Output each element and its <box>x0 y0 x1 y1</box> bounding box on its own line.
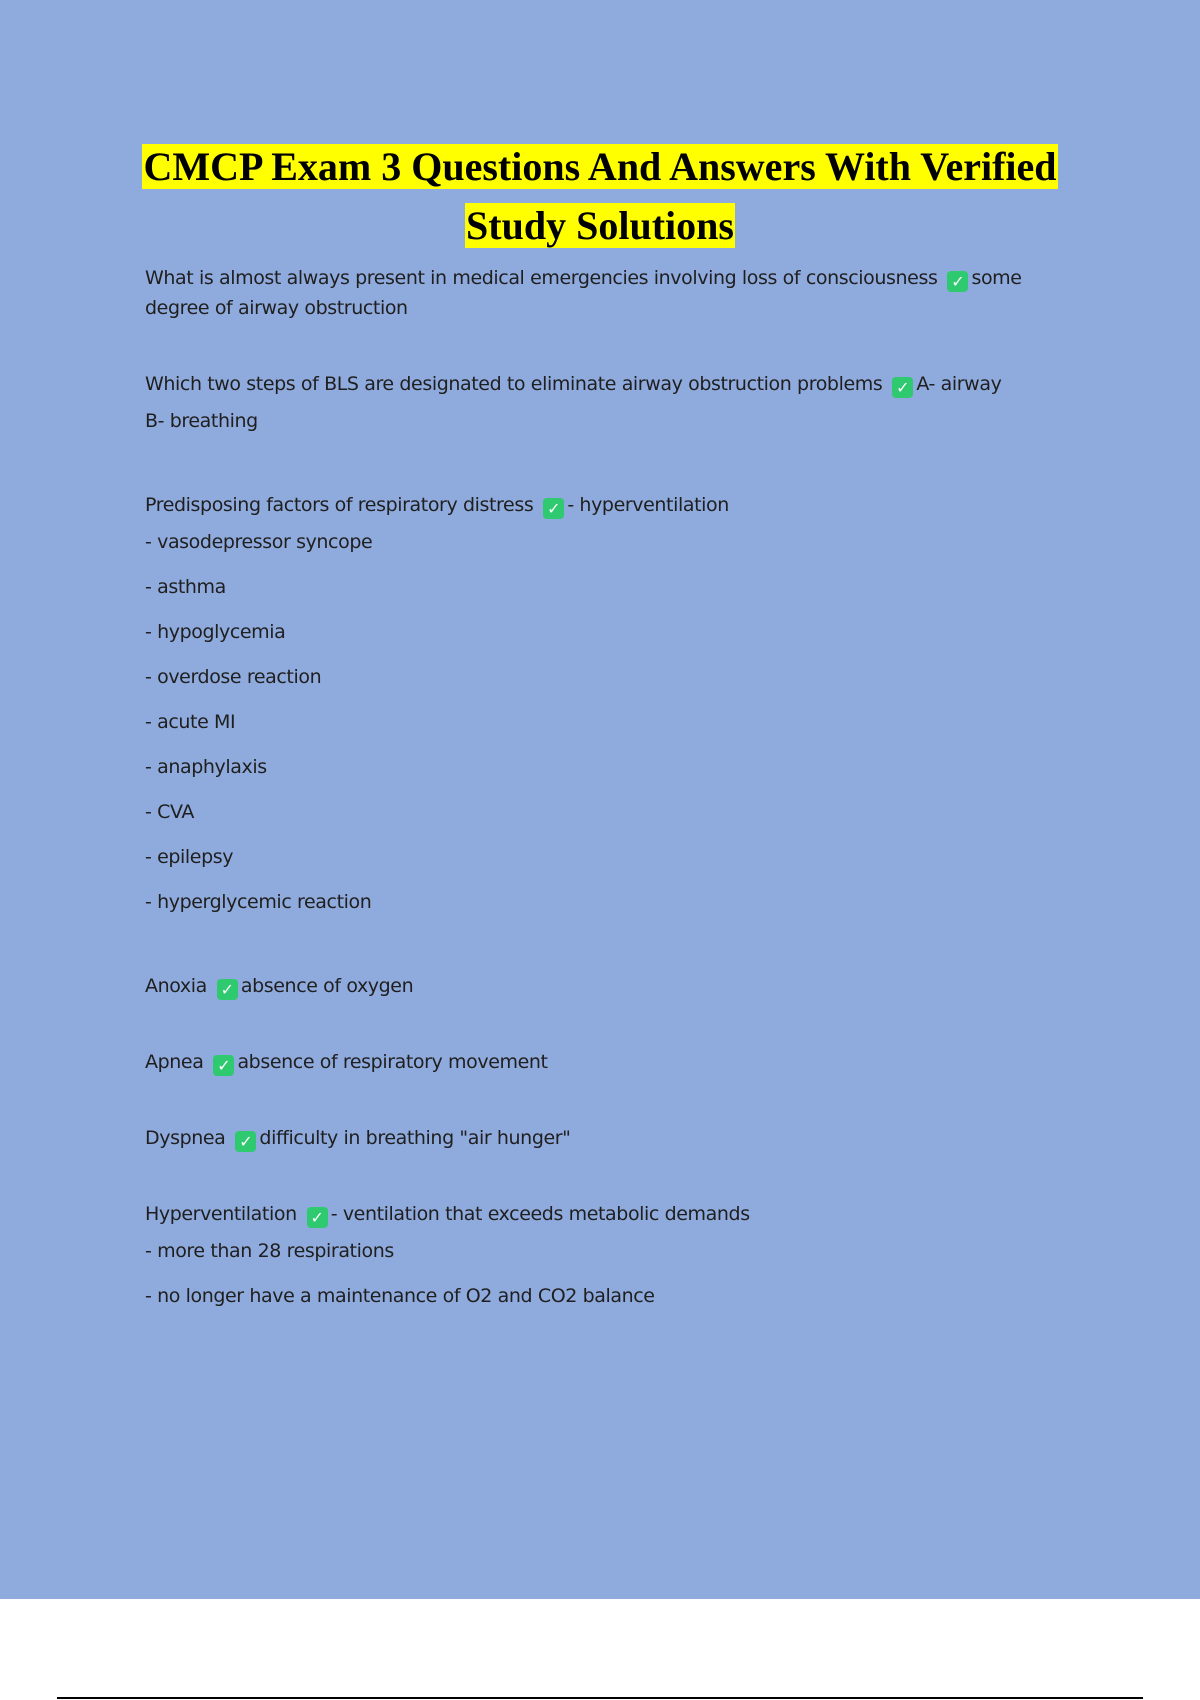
check-mark-icon: ✓ <box>892 377 913 398</box>
footer-divider <box>57 1697 1143 1699</box>
qa-gap <box>145 323 1075 369</box>
answer-continuation-line: - more than 28 respirations <box>145 1240 394 1262</box>
qa-item <box>145 263 1075 323</box>
answer-text: - ventilation that exceeds metabolic demands <box>330 1203 750 1225</box>
qa-item <box>145 1123 1075 1153</box>
answer-text: absence of respiratory movement <box>237 1051 548 1073</box>
answer-continuation-line: - CVA <box>145 801 194 823</box>
check-mark-icon: ✓ <box>947 271 968 292</box>
qa-question-line <box>145 490 1075 520</box>
check-mark-icon: ✓ <box>235 1131 256 1152</box>
qa-gap <box>145 925 1075 971</box>
question-text: Anoxia <box>145 975 207 997</box>
question-text: What is almost always present in medical emergencies involving loss of consciousness <box>145 267 938 289</box>
qa-question-line <box>145 971 1075 1001</box>
qa-gap <box>145 1077 1075 1123</box>
answer-continuation-line: - hypoglycemia <box>145 621 286 643</box>
qa-question-line <box>145 263 1075 323</box>
qa-gap <box>145 1001 1075 1047</box>
answer-text: absence of oxygen <box>240 975 414 997</box>
document-title: CMCP Exam 3 Questions And Answers With Verified Study Solutions <box>143 144 1057 248</box>
check-mark-icon: ✓ <box>217 979 238 1000</box>
answer-continuation-line: - vasodepressor syncope <box>145 531 373 553</box>
check-mark-icon: ✓ <box>213 1055 234 1076</box>
answer-continuation-line: - no longer have a maintenance of O2 and CO2 balance <box>145 1285 655 1307</box>
qa-question-line <box>145 1047 1075 1077</box>
answer-continuation-line: - acute MI <box>145 711 236 733</box>
question-text: Dyspnea <box>145 1127 226 1149</box>
qa-item <box>145 1047 1075 1077</box>
qa-gap <box>145 1153 1075 1199</box>
check-mark-icon: ✓ <box>543 498 564 519</box>
title-block <box>100 142 1100 260</box>
answer-text: - hyperventilation <box>567 494 729 516</box>
answer-continuation-line: - epilepsy <box>145 846 234 868</box>
qa-item <box>145 369 1075 444</box>
qa-question-line <box>145 1123 1075 1153</box>
question-text: Hyperventilation <box>145 1203 297 1225</box>
answer-text: some degree of airway obstruction <box>145 267 1022 319</box>
answer-continuation-line: - hyperglycemic reaction <box>145 891 372 913</box>
check-mark-icon: ✓ <box>307 1207 328 1228</box>
question-text: Apnea <box>145 1051 204 1073</box>
answer-continuation-line: - overdose reaction <box>145 666 322 688</box>
question-text: Predisposing factors of respiratory distress <box>145 494 534 516</box>
qa-item <box>145 971 1075 1001</box>
answer-text: A- airway <box>916 373 1002 395</box>
qa-list <box>145 263 1075 1319</box>
qa-question-line <box>145 369 1075 399</box>
question-text: Which two steps of BLS are designated to eliminate airway obstruction problems <box>145 373 883 395</box>
qa-question-line <box>145 1199 1075 1229</box>
answer-continuation-line: - asthma <box>145 576 226 598</box>
qa-item <box>145 1199 1075 1319</box>
qa-gap <box>145 444 1075 490</box>
answer-text: difficulty in breathing "air hunger" <box>259 1127 571 1149</box>
answer-continuation-line: - anaphylaxis <box>145 756 267 778</box>
answer-continuation-line: B- breathing <box>145 410 258 432</box>
qa-item <box>145 490 1075 925</box>
